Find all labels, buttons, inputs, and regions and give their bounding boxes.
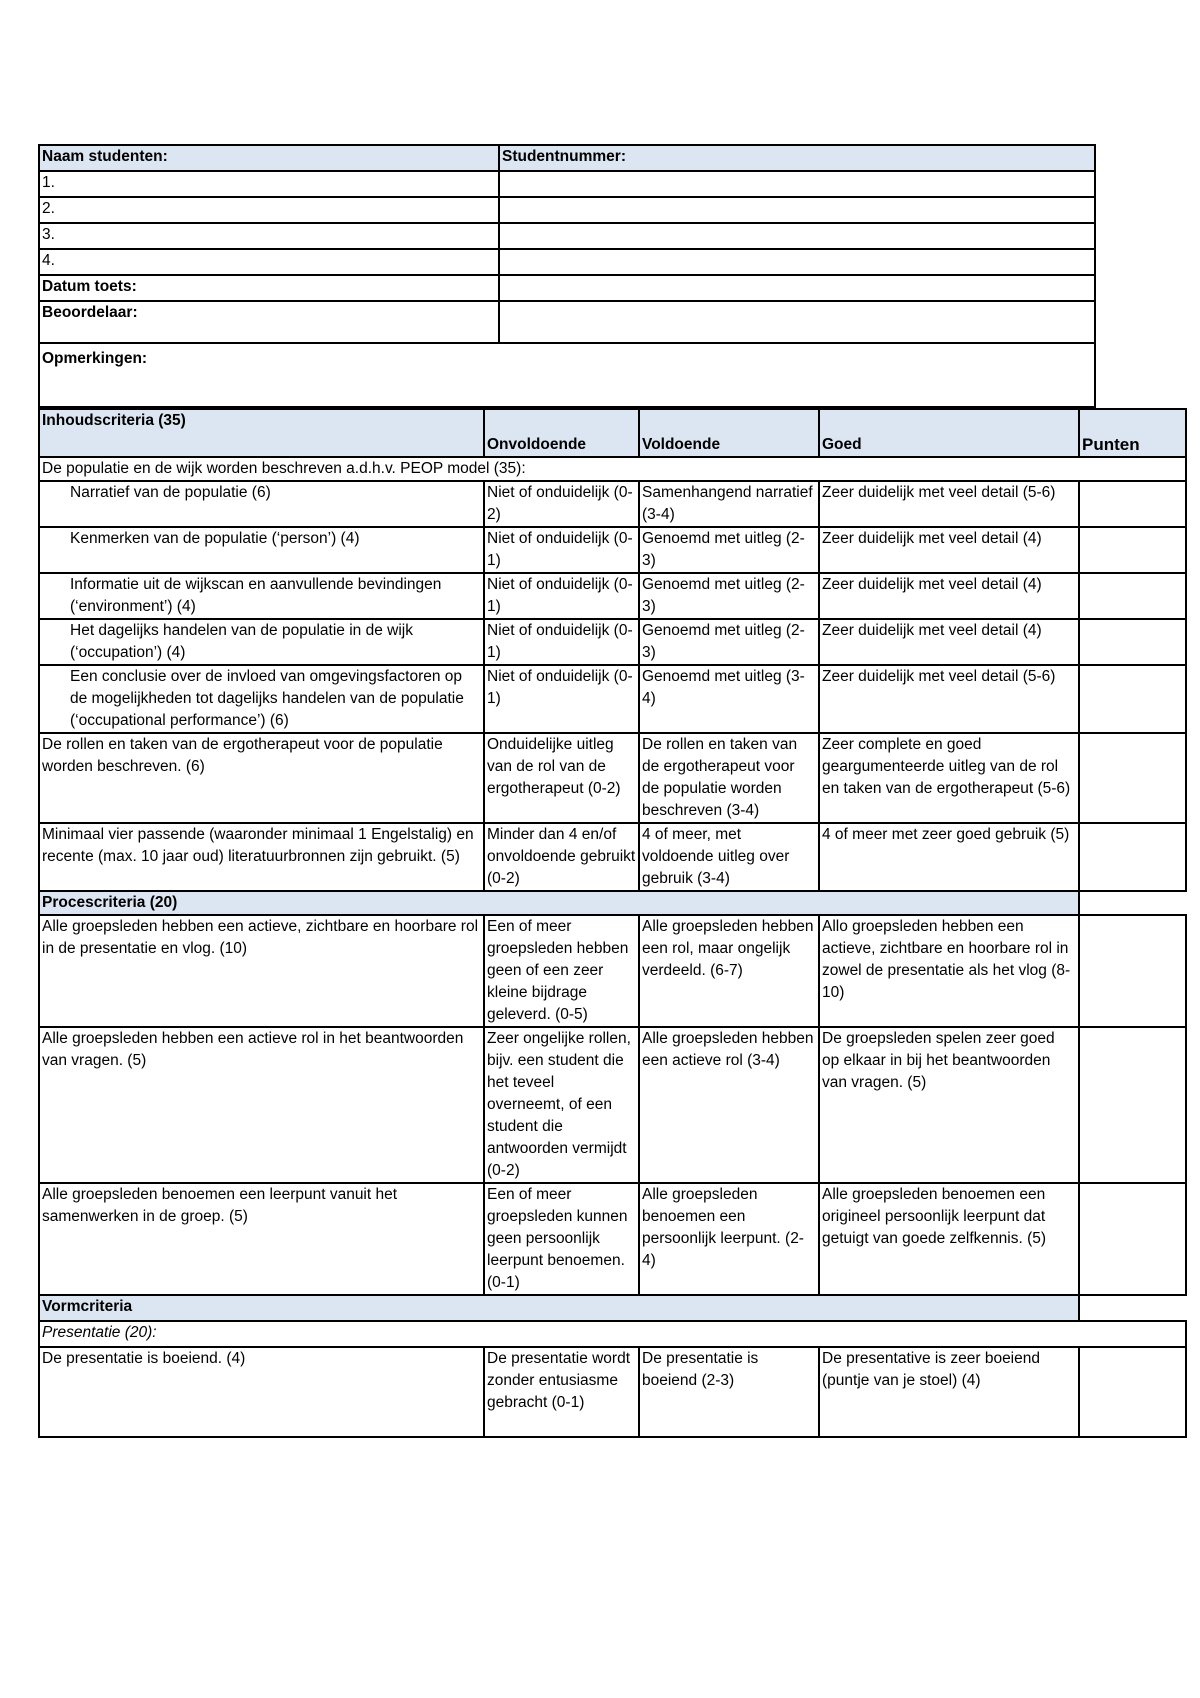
goed-cell: Allo groepsleden hebben een actieve, zichtbare en hoorbare rol in zowel de presentatie als het vlog (8-10) [819,915,1079,1027]
punten-field[interactable] [1079,823,1186,891]
punten-field[interactable] [1079,527,1186,573]
goed-cell: Zeer complete en goed geargumenteerde uitleg van de rol en taken van de ergotherapeut (5-6) [819,733,1079,823]
onvoldoende-cell: Een of meer groepsleden hebben geen of een zeer kleine bijdrage geleverd. (0-5) [484,915,639,1027]
voldoende-cell: Genoemd met uitleg (2-3) [639,619,819,665]
populatie-intro: De populatie en de wijk worden beschreven a.d.h.v. PEOP model (35): [39,457,1186,481]
onvoldoende-cell: Niet of onduidelijk (0-1) [484,665,639,733]
criterion-cell: Informatie uit de wijkscan en aanvullende bevindingen (‘environment’) (4) [39,573,484,619]
voldoende-cell: Alle groepsleden hebben een rol, maar ongelijk verdeeld. (6-7) [639,915,819,1027]
onvoldoende-cell: Niet of onduidelijk (0-2) [484,481,639,527]
student-row-label: 1. [39,171,499,197]
punten-field[interactable] [1079,619,1186,665]
studentnummer-field[interactable] [499,249,1095,275]
criterion-cell: Een conclusie over de invloed van omgevingsfactoren op de mogelijkheden tot dagelijks handelen van de populatie (‘occupational performance’) (6) [39,665,484,733]
punten-field[interactable] [1079,1183,1186,1295]
onvoldoende-cell: Een of meer groepsleden kunnen geen persoonlijk leerpunt benoemen. (0-1) [484,1183,639,1295]
inhoudscriteria-header: Inhoudscriteria (35) [39,409,484,457]
voldoende-cell: Samenhangend narratief (3-4) [639,481,819,527]
voldoende-cell: De rollen en taken van de ergotherapeut voor de populatie worden beschreven (3-4) [639,733,819,823]
opmerkingen-label: Opmerkingen: [39,343,1095,407]
onvoldoende-cell: Zeer ongelijke rollen, bijv. een student die het teveel overneemt, of een student die antwoorden vermijdt (0-2) [484,1027,639,1183]
studentnummer-label: Studentnummer: [499,145,1095,171]
onvoldoende-cell: Niet of onduidelijk (0-1) [484,573,639,619]
studentnummer-field[interactable] [499,223,1095,249]
punten-field[interactable] [1079,1027,1186,1183]
criterion-cell: Narratief van de populatie (6) [39,481,484,527]
naam-studenten-label: Naam studenten: [39,145,499,171]
datum-toets-label: Datum toets: [39,275,499,301]
onvoldoende-cell: Niet of onduidelijk (0-1) [484,527,639,573]
voldoende-cell: Alle groepsleden hebben een actieve rol (3-4) [639,1027,819,1183]
voldoende-cell: Genoemd met uitleg (3-4) [639,665,819,733]
vormcriteria-header: Vormcriteria [39,1295,1079,1321]
studentnummer-field[interactable] [499,197,1095,223]
goed-cell: De presentative is zeer boeiend (puntje van je stoel) (4) [819,1347,1079,1437]
procescriteria-header: Procescriteria (20) [39,891,1079,915]
datum-toets-field[interactable] [499,275,1095,301]
goed-cell: Zeer duidelijk met veel detail (4) [819,619,1079,665]
goed-cell: Zeer duidelijk met veel detail (4) [819,573,1079,619]
criterion-cell: De presentatie is boeiend. (4) [39,1347,484,1437]
voldoende-cell: 4 of meer, met voldoende uitleg over gebruik (3-4) [639,823,819,891]
goed-cell: 4 of meer met zeer goed gebruik (5) [819,823,1079,891]
goed-header: Goed [819,409,1079,457]
criterion-cell: Het dagelijks handelen van de populatie in de wijk (‘occupation’) (4) [39,619,484,665]
blank-cell [1079,891,1186,915]
studentnummer-field[interactable] [499,171,1095,197]
voldoende-header: Voldoende [639,409,819,457]
goed-cell: Alle groepsleden benoemen een origineel persoonlijk leerpunt dat getuigt van goede zelfkennis. (5) [819,1183,1079,1295]
voldoende-cell: Genoemd met uitleg (2-3) [639,527,819,573]
onvoldoende-cell: Onduidelijke uitleg van de rol van de ergotherapeut (0-2) [484,733,639,823]
onvoldoende-cell: Niet of onduidelijk (0-1) [484,619,639,665]
criterion-cell: Kenmerken van de populatie (‘person’) (4) [39,527,484,573]
student-row-label: 3. [39,223,499,249]
voldoende-cell: Genoemd met uitleg (2-3) [639,573,819,619]
rubric-table [38,408,1187,1438]
criterion-cell: Minimaal vier passende (waaronder minimaal 1 Engelstalig) en recente (max. 10 jaar oud) literatuurbronnen zijn gebruikt. (5) [39,823,484,891]
criterion-cell: Alle groepsleden hebben een actieve, zichtbare en hoorbare rol in de presentatie en vlog. (10) [39,915,484,1027]
onvoldoende-header: Onvoldoende [484,409,639,457]
presentatie-subheader: Presentatie (20): [39,1321,1186,1347]
punten-field[interactable] [1079,481,1186,527]
beoordelaar-label: Beoordelaar: [39,301,499,343]
voldoende-cell: Alle groepsleden benoemen een persoonlijk leerpunt. (2-4) [639,1183,819,1295]
punten-field[interactable] [1079,915,1186,1027]
criterion-cell: Alle groepsleden hebben een actieve rol in het beantwoorden van vragen. (5) [39,1027,484,1183]
punten-field[interactable] [1079,573,1186,619]
voldoende-cell: De presentatie is boeiend (2-3) [639,1347,819,1437]
punten-field[interactable] [1079,733,1186,823]
criterion-cell: De rollen en taken van de ergotherapeut voor de populatie worden beschreven. (6) [39,733,484,823]
goed-cell: Zeer duidelijk met veel detail (5-6) [819,481,1079,527]
criterion-cell: Alle groepsleden benoemen een leerpunt vanuit het samenwerken in de groep. (5) [39,1183,484,1295]
student-row-label: 2. [39,197,499,223]
punten-field[interactable] [1079,1347,1186,1437]
punten-field[interactable] [1079,665,1186,733]
goed-cell: De groepsleden spelen zeer goed op elkaar in bij het beantwoorden van vragen. (5) [819,1027,1079,1183]
onvoldoende-cell: Minder dan 4 en/of onvoldoende gebruikt (0-2) [484,823,639,891]
student-row-label: 4. [39,249,499,275]
student-info-form [38,144,1096,408]
beoordelaar-field[interactable] [499,301,1095,343]
goed-cell: Zeer duidelijk met veel detail (4) [819,527,1079,573]
onvoldoende-cell: De presentatie wordt zonder entusiasme gebracht (0-1) [484,1347,639,1437]
goed-cell: Zeer duidelijk met veel detail (5-6) [819,665,1079,733]
blank-cell [1079,1295,1186,1321]
rubric-sheet [38,144,1185,1438]
punten-header: Punten [1079,409,1186,457]
